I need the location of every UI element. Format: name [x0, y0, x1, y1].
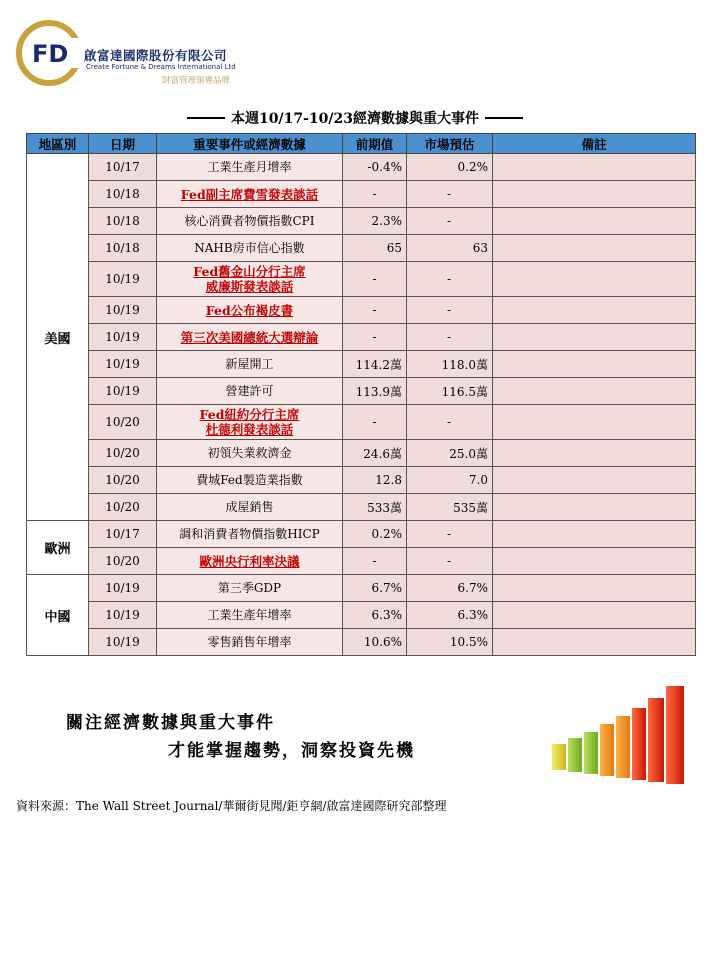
header-event: 重要事件或經濟數據 — [157, 134, 343, 154]
date-cell: 10/19 — [89, 575, 157, 602]
previous-value-cell: 0.2% — [343, 521, 407, 548]
date-cell: 10/18 — [89, 235, 157, 262]
economic-calendar-table — [26, 133, 696, 656]
notes-cell — [493, 548, 696, 575]
forecast-value-cell: 0.2% — [407, 154, 493, 181]
table-row — [27, 262, 696, 297]
previous-value-cell: - — [343, 405, 407, 440]
forecast-value-cell: - — [407, 181, 493, 208]
previous-value-cell: 10.6% — [343, 629, 407, 656]
highlighted-event-cell — [157, 262, 343, 297]
event-cell — [157, 494, 343, 521]
previous-value-cell: - — [343, 297, 407, 324]
slogan-line-2: 才能掌握趨勢，洞察投資先機 — [168, 741, 415, 761]
previous-value-cell: 114.2萬 — [343, 351, 407, 378]
event-line: 營建許可 — [225, 383, 274, 398]
table-row — [27, 297, 696, 324]
region-cell: 美國 — [27, 154, 89, 521]
highlighted-event-cell — [157, 324, 343, 351]
source-note: 資料來源：The Wall Street Journal/華爾街見聞/鉅亨網/啟富達國際研究部整理 — [16, 799, 447, 813]
forecast-value-cell: 6.7% — [407, 575, 493, 602]
previous-value-cell: 65 — [343, 235, 407, 262]
event-line: 工業生產年增率 — [207, 607, 292, 622]
previous-value-cell: - — [343, 181, 407, 208]
logo-letters: FD — [32, 40, 69, 68]
forecast-value-cell: - — [407, 548, 493, 575]
company-slogan: 財富管理領導品牌 — [162, 76, 231, 86]
date-cell: 10/20 — [89, 440, 157, 467]
date-cell: 10/19 — [89, 262, 157, 297]
table-row — [27, 378, 696, 405]
previous-value-cell: - — [343, 548, 407, 575]
date-cell: 10/20 — [89, 467, 157, 494]
table-row — [27, 629, 696, 656]
date-cell: 10/18 — [89, 181, 157, 208]
header-region: 地區別 — [27, 134, 89, 154]
event-line: 威廉斯發表談話 — [205, 279, 294, 294]
header-previous: 前期值 — [343, 134, 407, 154]
notes-cell — [493, 602, 696, 629]
date-cell: 10/20 — [89, 405, 157, 440]
table-row — [27, 440, 696, 467]
previous-value-cell: 113.9萬 — [343, 378, 407, 405]
date-cell: 10/19 — [89, 351, 157, 378]
event-cell — [157, 351, 343, 378]
table-row — [27, 494, 696, 521]
table-row — [27, 235, 696, 262]
notes-cell — [493, 297, 696, 324]
event-cell — [157, 440, 343, 467]
notes-cell — [493, 351, 696, 378]
notes-cell — [493, 575, 696, 602]
forecast-value-cell: 25.0萬 — [407, 440, 493, 467]
table-row — [27, 181, 696, 208]
highlighted-event-cell — [157, 548, 343, 575]
previous-value-cell: 2.3% — [343, 208, 407, 235]
event-line: Fed舊金山分行主席 — [193, 264, 306, 279]
notes-cell — [493, 154, 696, 181]
highlighted-event-cell — [157, 297, 343, 324]
event-line: 費城Fed製造業指數 — [196, 472, 303, 487]
header-forecast: 市場預估 — [407, 134, 493, 154]
table-row — [27, 548, 696, 575]
notes-cell — [493, 440, 696, 467]
date-cell: 10/17 — [89, 521, 157, 548]
event-line: 歐洲央行利率決議 — [199, 553, 300, 569]
notes-cell — [493, 324, 696, 351]
table-row — [27, 602, 696, 629]
event-line: 核心消費者物價指數CPI — [184, 213, 315, 228]
date-cell: 10/19 — [89, 378, 157, 405]
previous-value-cell: 12.8 — [343, 467, 407, 494]
event-line: 調和消費者物價指數HICP — [179, 526, 320, 541]
previous-value-cell: - — [343, 262, 407, 297]
previous-value-cell: 533萬 — [343, 494, 407, 521]
event-line: 成屋銷售 — [225, 499, 274, 514]
title-rule-left — [187, 117, 225, 119]
event-line: Fed紐約分行主席 — [199, 407, 300, 422]
title-rule-right — [485, 117, 523, 119]
company-logo — [14, 18, 254, 96]
table-row — [27, 351, 696, 378]
table-row — [27, 405, 696, 440]
table-row — [27, 154, 696, 181]
event-line: 新屋開工 — [225, 356, 274, 371]
forecast-value-cell: 535萬 — [407, 494, 493, 521]
forecast-value-cell: 118.0萬 — [407, 351, 493, 378]
previous-value-cell: 24.6萬 — [343, 440, 407, 467]
event-cell — [157, 575, 343, 602]
notes-cell — [493, 262, 696, 297]
notes-cell — [493, 629, 696, 656]
event-line: 零售銷售年增率 — [207, 634, 292, 649]
date-cell: 10/19 — [89, 324, 157, 351]
company-logo-icon — [14, 18, 84, 88]
rising-bars-illustration — [548, 682, 708, 792]
company-name-cn: 啟富達國際股份有限公司 — [84, 48, 228, 63]
forecast-value-cell: 116.5萬 — [407, 378, 493, 405]
forecast-value-cell: - — [407, 262, 493, 297]
previous-value-cell: 6.7% — [343, 575, 407, 602]
notes-cell — [493, 405, 696, 440]
notes-cell — [493, 181, 696, 208]
notes-cell — [493, 494, 696, 521]
highlighted-event-cell — [157, 405, 343, 440]
company-name-en: Create Fortune & Dreams International Ltd — [86, 63, 236, 71]
event-cell — [157, 235, 343, 262]
header-notes: 備註 — [493, 134, 696, 154]
forecast-value-cell: - — [407, 521, 493, 548]
forecast-value-cell: 10.5% — [407, 629, 493, 656]
event-line: 第三季GDP — [217, 580, 282, 595]
forecast-value-cell: 7.0 — [407, 467, 493, 494]
event-cell — [157, 629, 343, 656]
event-line: NAHB房市信心指數 — [194, 240, 305, 255]
date-cell: 10/19 — [89, 602, 157, 629]
date-cell: 10/19 — [89, 629, 157, 656]
forecast-value-cell: 6.3% — [407, 602, 493, 629]
date-cell: 10/18 — [89, 208, 157, 235]
region-cell: 中國 — [27, 575, 89, 656]
event-cell — [157, 208, 343, 235]
highlighted-event-cell — [157, 181, 343, 208]
forecast-value-cell: 63 — [407, 235, 493, 262]
header-date: 日期 — [89, 134, 157, 154]
notes-cell — [493, 467, 696, 494]
table-row — [27, 208, 696, 235]
region-cell: 歐洲 — [27, 521, 89, 575]
previous-value-cell: -0.4% — [343, 154, 407, 181]
table-row — [27, 324, 696, 351]
page-title-row — [150, 108, 560, 128]
forecast-value-cell: - — [407, 208, 493, 235]
previous-value-cell: - — [343, 324, 407, 351]
previous-value-cell: 6.3% — [343, 602, 407, 629]
table-row — [27, 521, 696, 548]
illustration-bars — [552, 686, 684, 784]
date-cell: 10/20 — [89, 548, 157, 575]
notes-cell — [493, 378, 696, 405]
notes-cell — [493, 521, 696, 548]
date-cell: 10/19 — [89, 297, 157, 324]
table-row — [27, 575, 696, 602]
table-header-row — [27, 134, 696, 154]
date-cell: 10/17 — [89, 154, 157, 181]
forecast-value-cell: - — [407, 405, 493, 440]
event-line: 工業生產月增率 — [207, 159, 292, 174]
notes-cell — [493, 208, 696, 235]
event-line: Fed副主席費雪發表談話 — [180, 186, 319, 202]
notes-cell — [493, 235, 696, 262]
event-cell — [157, 154, 343, 181]
table-row — [27, 467, 696, 494]
table-body — [27, 154, 696, 656]
forecast-value-cell: - — [407, 324, 493, 351]
event-line: 第三次美國總統大選辯論 — [180, 329, 319, 345]
slogan-line-1: 關注經濟數據與重大事件 — [66, 713, 275, 733]
event-line: 初領失業救濟金 — [207, 445, 292, 460]
event-line: Fed公布褐皮書 — [205, 302, 294, 318]
page-title: 本週10/17-10/23經濟數據與重大事件 — [231, 111, 479, 127]
forecast-value-cell: - — [407, 297, 493, 324]
event-cell — [157, 378, 343, 405]
event-cell — [157, 521, 343, 548]
event-line: 杜德利發表談話 — [205, 422, 294, 437]
date-cell: 10/20 — [89, 494, 157, 521]
event-cell — [157, 602, 343, 629]
event-cell — [157, 467, 343, 494]
